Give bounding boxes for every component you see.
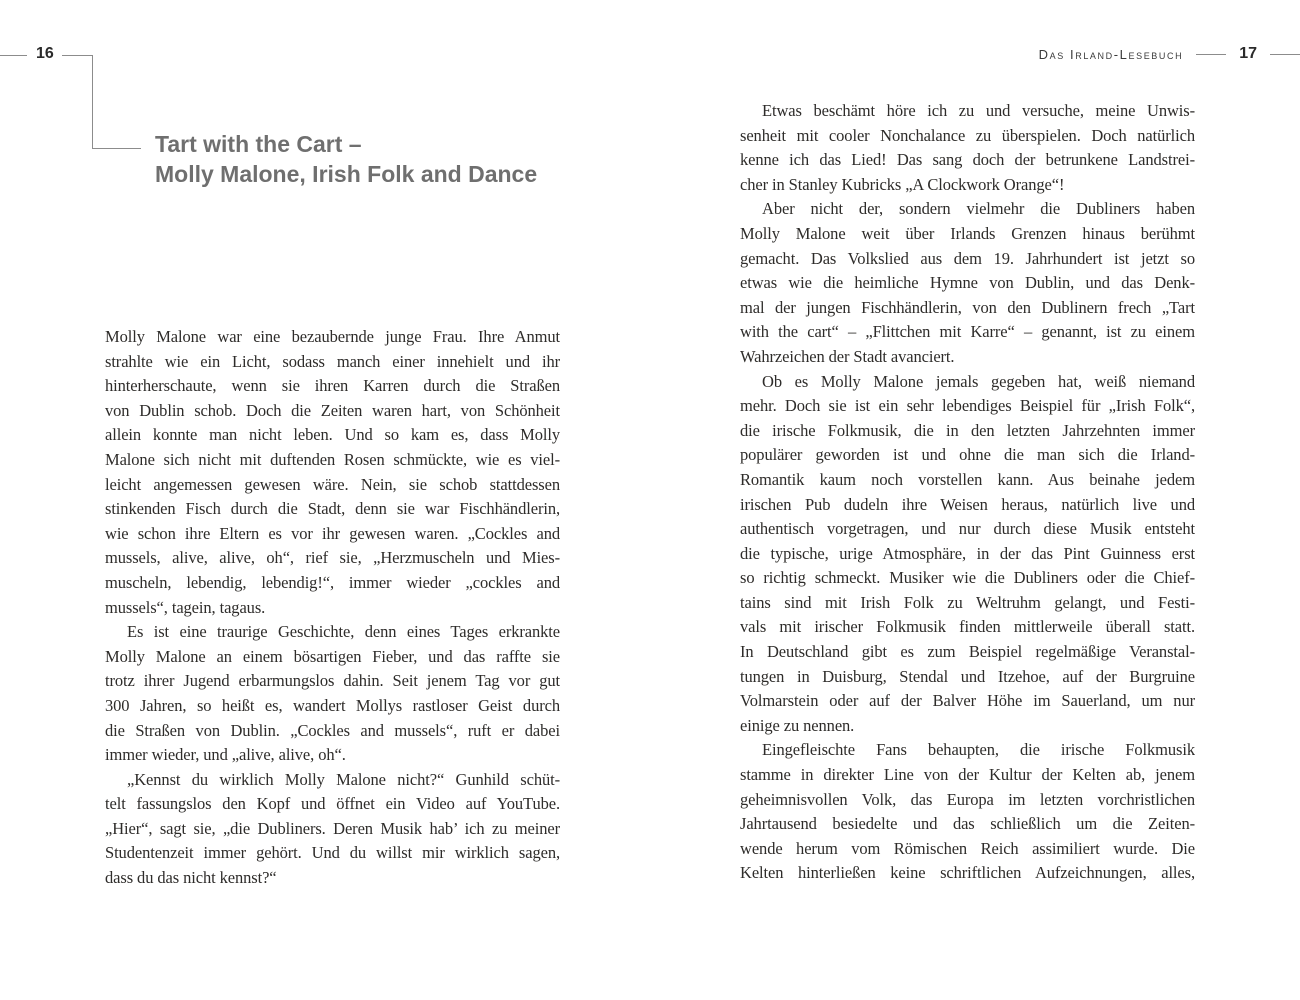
text-line: einige zu nennen.	[740, 715, 855, 735]
text-line: tungen in Duisburg, Stendal und Itzehoe, auf der Burgruine	[740, 666, 1195, 686]
running-header	[1039, 44, 1300, 64]
text-line: tains sind mit Irish Folk zu Weltruhm gelangt, und Festi-	[740, 592, 1195, 612]
text-line: geheimnisvollen Volk, das Europa im letzten vorchristlichen	[740, 789, 1195, 809]
text-line: Eingefleischte Fans behaupten, die irische Folkmusik	[762, 740, 1195, 760]
text-line: strahlte wie ein Licht, sodass manch einer innehielt und ihr	[105, 351, 560, 371]
text-line: Molly Malone an einem bösartigen Fieber, und das raffte sie	[105, 646, 560, 666]
chapter-connector-line-horizontal	[92, 148, 141, 149]
text-line: „Kennst du wirklich Molly Malone nicht?“ Gunhild schüt-	[127, 769, 560, 789]
text-line: die irische Folkmusik, die in den letzten Jahrzehnten immer	[740, 420, 1195, 440]
right-page-text-column	[740, 99, 1195, 886]
text-line: etwas wie die heimliche Hymne von Dublin, und das Denk-	[740, 273, 1195, 293]
text-line: Romantik kaum noch vorstellen kann. Aus beinahe jedem	[740, 469, 1195, 489]
text-line: authentisch vorgetragen, und nur durch diese Musik entsteht	[740, 519, 1195, 539]
text-line: Kelten hinterließen keine schriftlichen Aufzeichnungen, alles,	[740, 863, 1195, 883]
right-page-number: 17	[1239, 45, 1257, 62]
text-line: die Straßen von Dublin. „Cockles and mussels“, ruft er dabei	[105, 720, 560, 740]
text-line: muscheln, lebendig, lebendig!“, immer wieder „cockles and	[105, 572, 560, 592]
running-header-title: Das Irland-Lesebuch	[1038, 46, 1184, 62]
text-line: die typische, urige Atmosphäre, in der das Pint Guinness erst	[740, 543, 1195, 563]
text-line: mussels“, tagein, tagaus.	[105, 597, 266, 617]
text-line: wende herum vom Römischen Reich assimiliert wurde. Die	[740, 838, 1195, 858]
text-line: so richtig schmeckt. Musiker wie die Dubliners oder die Chief-	[740, 568, 1195, 588]
text-line: Wahrzeichen der Stadt avanciert.	[740, 346, 955, 366]
text-line: stinkenden Fisch durch die Stadt, denn sie war Fischhändlerin,	[105, 499, 560, 519]
text-line: Studentenzeit immer gehört. Und du willst mir wirklich sagen,	[105, 843, 560, 863]
text-line: Malone sich nicht mit duftenden Rosen schmückte, wie es viel-	[105, 449, 560, 469]
text-line: Molly Malone war eine bezaubernde junge Frau. Ihre Anmut	[105, 327, 560, 346]
left-page-number: 16	[36, 45, 54, 62]
text-line: irischen Pub dudeln ihre Weisen heraus, natürlich live und	[740, 494, 1195, 514]
left-header-rule-edge	[0, 55, 27, 56]
text-line: 300 Jahren, so heißt es, wandert Mollys rastloser Geist durch	[105, 695, 560, 715]
left-header-rule-mid	[62, 55, 93, 56]
text-line: Molly Malone weit über Irlands Grenzen hinaus berühmt	[740, 223, 1195, 243]
text-line: mehr. Doch sie ist ein sehr lebendiges Beispiel für „Irish Folk“,	[740, 396, 1195, 416]
chapter-connector-line-vertical	[92, 55, 93, 149]
text-line: mal der jungen Fischhändlerin, von den Dublinern frech „Tart	[740, 297, 1195, 317]
text-line: Ob es Molly Malone jemals gegeben hat, weiß niemand	[762, 371, 1195, 391]
text-line: In Deutschland gibt es zum Beispiel regelmäßige Veranstal-	[740, 642, 1195, 662]
text-line: Es ist eine traurige Geschichte, denn eines Tages erkrankte	[127, 622, 560, 642]
chapter-title-line1: Tart with the Cart –	[155, 131, 362, 157]
text-line: allein konnte man nicht leben. Und so kam es, dass Molly	[105, 425, 560, 445]
chapter-title	[155, 129, 537, 189]
text-line: hinterherschaute, wenn sie ihren Karren durch die Straßen	[105, 376, 560, 396]
text-line: wie schon ihre Eltern es vor ihr gewesen waren. „Cockles and	[105, 523, 560, 543]
text-line: senheit mit cooler Nonchalance zu überspielen. Doch natürlich	[740, 125, 1195, 145]
text-line: Etwas beschämt höre ich zu und versuche, meine Unwis-	[762, 101, 1195, 120]
text-line: trotz ihrer Jugend erbarmungslos dahin. Seit jenem Tag vor gut	[105, 671, 560, 691]
text-line: immer wieder, und „alive, alive, oh“.	[105, 745, 346, 765]
text-line: gemacht. Das Volkslied aus dem 19. Jahrhundert ist jetzt so	[740, 248, 1195, 268]
right-header-rule-edge	[1270, 54, 1300, 55]
text-line: cher in Stanley Kubricks „A Clockwork Orange“!	[740, 174, 1065, 194]
text-line: telt fassungslos den Kopf und öffnet ein Video auf YouTube.	[105, 794, 560, 814]
text-line: leicht angemessen gewesen wäre. Nein, sie schob stattdessen	[105, 474, 560, 494]
text-line: von Dublin schob. Doch die Zeiten waren hart, von Schönheit	[105, 400, 560, 420]
text-line: dass du das nicht kennst?“	[105, 868, 277, 888]
text-line: „Hier“, sagt sie, „die Dubliners. Deren Musik hab’ ich zu meiner	[105, 818, 560, 838]
chapter-title-line2: Molly Malone, Irish Folk and Dance	[155, 161, 538, 187]
text-line: kenne ich das Lied! Das sang doch der betrunkene Landstrei-	[740, 150, 1195, 170]
text-line: vals mit irischer Folkmusik finden mittlerweile überall statt.	[740, 617, 1195, 637]
text-line: with the cart“ – „Flittchen mit Karre“ – genannt, ist zu einem	[740, 322, 1195, 342]
text-line: stamme in direkter Line von der Kultur der Kelten ab, jenem	[740, 765, 1195, 785]
text-line: Jahrtausend besiedelte und das schließlich um die Zeiten-	[740, 814, 1195, 834]
text-line: Aber nicht der, sondern vielmehr die Dubliners haben	[762, 199, 1195, 219]
text-line: populärer geworden ist und ohne die man sich die Irland-	[740, 445, 1195, 465]
right-header-rule-left	[1196, 54, 1226, 55]
text-line: mussels, alive, alive, oh“, rief sie, „Herzmuscheln und Mies-	[105, 548, 560, 568]
left-page-text-column	[105, 325, 560, 891]
text-line: Volmarstein oder auf der Balver Höhe im Sauerland, um nur	[740, 691, 1195, 711]
